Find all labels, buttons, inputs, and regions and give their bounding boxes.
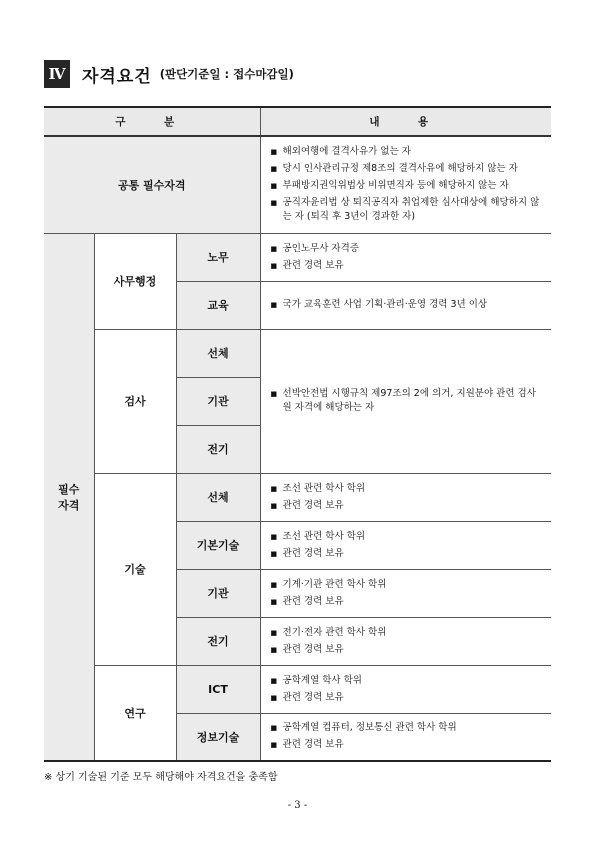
table-row xyxy=(44,329,551,377)
list-item: ■ 당시 인사관리규정 제8조의 결격사유에 해당하지 않는 자 xyxy=(271,162,546,176)
list-item: ■ 공직자윤리법 상 퇴직공직자 취업제한 심사대상에 해당하지 않는 자 (퇴직 후 3년이 경과한 자) xyxy=(271,196,546,224)
list-item: ■ 부패방지권익위법상 비위면직자 등에 해당하지 않는 자 xyxy=(271,179,546,193)
sub-label: 교육 xyxy=(176,281,260,329)
list-item: ■ 관련 경력 보유 xyxy=(271,499,546,513)
list-item: ■ 관련 경력 보유 xyxy=(271,691,546,705)
list-item: ■ 관련 경력 보유 xyxy=(271,738,546,752)
footnote: ※ 상기 기술된 기준 모두 해당해야 자격요건을 충족함 xyxy=(44,772,278,783)
content-cell xyxy=(260,569,551,617)
list-item: ■ 해외여행에 결격사유가 없는 자 xyxy=(271,145,546,159)
list-item: ■ 조선 관련 학사 학위 xyxy=(271,482,546,496)
section-number-badge: Ⅳ xyxy=(44,60,70,88)
list-item: ■ 기계·기관 관련 학사 학위 xyxy=(271,578,546,592)
group-label-inspection: 검사 xyxy=(94,329,176,473)
table-row xyxy=(44,136,551,233)
common-label: 공통 필수자격 xyxy=(44,136,260,233)
sub-label: 선체 xyxy=(176,329,260,377)
content-cell xyxy=(260,329,551,473)
sub-label: 선체 xyxy=(176,473,260,521)
content-cell xyxy=(260,521,551,569)
sub-label: 전기 xyxy=(176,617,260,665)
table-row xyxy=(44,233,551,281)
list-item: ■ 관련 경력 보유 xyxy=(271,643,546,657)
list-item: ■ 관련 경력 보유 xyxy=(271,259,546,273)
sub-label: 전기 xyxy=(176,425,260,473)
content-cell xyxy=(260,233,551,281)
group-label-research: 연구 xyxy=(94,665,176,761)
sub-label: 노무 xyxy=(176,233,260,281)
list-item: ■ 관련 경력 보유 xyxy=(271,595,546,609)
content-cell xyxy=(260,473,551,521)
common-content xyxy=(260,136,551,233)
table-row xyxy=(44,665,551,713)
required-label: 필수 자격 xyxy=(44,233,94,761)
sub-label: ICT xyxy=(176,665,260,713)
page-number: - 3 - xyxy=(287,800,308,811)
sub-label: 기관 xyxy=(176,377,260,425)
list-item: ■ 공학계열 학사 학위 xyxy=(271,674,546,688)
list-item: ■ 조선 관련 학사 학위 xyxy=(271,530,546,544)
section-title: 자격요건 xyxy=(82,66,152,87)
content-cell xyxy=(260,281,551,329)
requirements-table xyxy=(44,106,551,762)
list-item: ■ 공학계열 컴퓨터, 정보통신 관련 학사 학위 xyxy=(271,721,546,735)
list-item: ■ 선박안전법 시행규칙 제97조의 2에 의거, 지원분야 관련 검사원 자격에 해당하는 자 xyxy=(271,387,546,415)
list-item: ■ 전기·전자 관련 학사 학위 xyxy=(271,626,546,640)
content-cell xyxy=(260,713,551,761)
list-item: ■ 공인노무사 자격증 xyxy=(271,242,546,256)
section-subtitle: (판단기준일 : 접수마감일) xyxy=(159,67,294,81)
sub-label: 정보기술 xyxy=(176,713,260,761)
header-category: 구 분 xyxy=(44,107,260,136)
table-header-row xyxy=(44,107,551,136)
section-header xyxy=(44,58,294,90)
sub-label: 기본기술 xyxy=(176,521,260,569)
content-cell xyxy=(260,665,551,713)
group-label-tech: 기술 xyxy=(94,473,176,665)
list-item: ■ 국가 교육훈련 사업 기획·관리·운영 경력 3년 이상 xyxy=(271,298,546,312)
list-item: ■ 관련 경력 보유 xyxy=(271,547,546,561)
table-row xyxy=(44,473,551,521)
content-cell xyxy=(260,617,551,665)
group-label-admin: 사무행정 xyxy=(94,233,176,329)
header-content: 내 용 xyxy=(260,107,551,136)
sub-label: 기관 xyxy=(176,569,260,617)
